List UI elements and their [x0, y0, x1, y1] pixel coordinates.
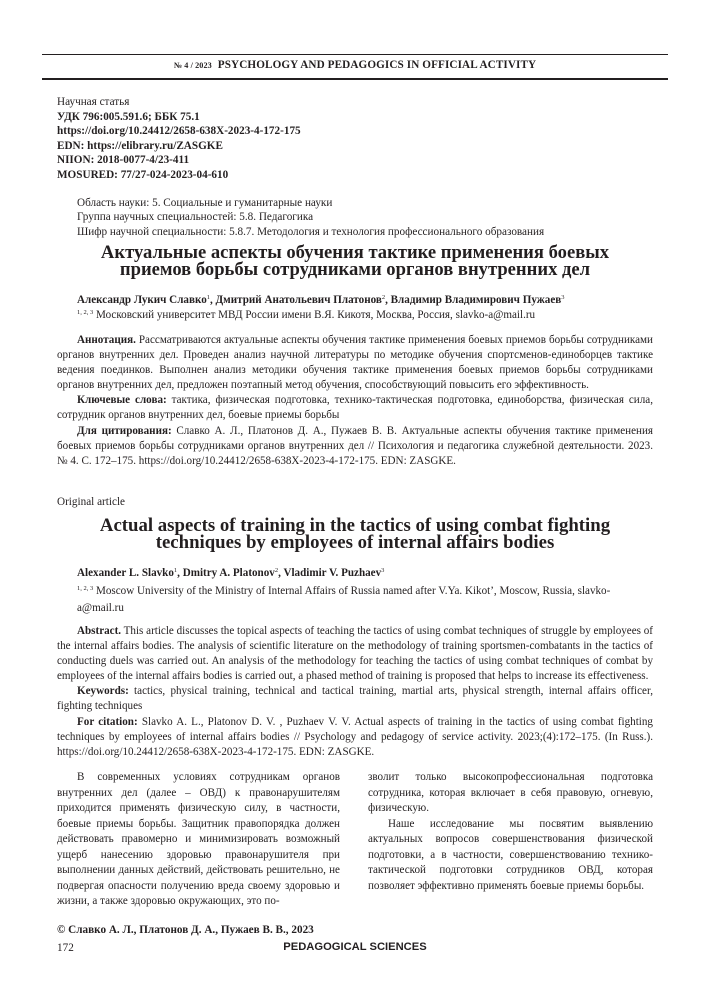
- author-sup: 2: [381, 294, 386, 301]
- authors-ru: [77, 294, 564, 306]
- keywords-en-label: Keywords:: [77, 685, 129, 698]
- author-sup: 1: [173, 567, 178, 574]
- doi-link[interactable]: https://doi.org/10.24412/2658-638X-2023-4-172-175: [57, 125, 301, 138]
- copyright-notice: © Славко А. Л., Платонов Д. А., Пужаев В. В., 2023: [57, 924, 314, 936]
- keywords-ru-label: Ключевые слова:: [77, 394, 167, 407]
- article-type-en: Original article: [57, 496, 126, 508]
- citation-ru: [57, 424, 653, 469]
- body-paragraph-1: В современных условиях сотрудникам органов внутренних дел (далее – ОВД) к правонарушителям приходится применять физическую силу, в частности, боевые приемы борьбы. Защитник правопорядка должен действовать правомерно и минимизировать возможный ущерб нанесению здоровью правонарушителя при выполнении данных действий, действовать решительно, не подвергая опасности получению вреда своему здоровью и жизни, а также здоровью окружающих, это по-: [57, 771, 340, 908]
- running-header-text: [42, 59, 668, 71]
- title-en-line-2: techniques by employees of internal affairs bodies: [155, 531, 555, 553]
- author-sep: ,: [177, 567, 183, 579]
- author-name: Александр Лукич Славко: [77, 294, 207, 306]
- author-name: Vladimir V. Puzhaev: [283, 567, 382, 579]
- science-classification: [77, 196, 544, 239]
- author-ru-2: [216, 294, 391, 306]
- article-title-ru: [60, 242, 650, 280]
- niion-code: NIION: 2018-0077-4/23-411: [57, 154, 190, 167]
- author-sep: ,: [210, 294, 216, 306]
- science-field: Область науки: 5. Социальные и гуманитарные науки: [77, 197, 333, 209]
- citation-ru-text: Славко А. Л., Платонов Д. А., Пужаев В. В. Актуальные аспекты обучения тактике применения боевых приемов борьбы сотрудниками органов внутренних дел // Психология и педагогика служебной деятельности. 2023. № 4. С. 172–175. https://doi.org/10.24412/2658-638X-2023-4-172-175. EDN: ZASGKE.: [57, 424, 653, 467]
- affiliation-sup: 1, 2, 3: [77, 585, 94, 592]
- udk-bbk: УДК 796:005.591.6; ББК 75.1: [57, 110, 200, 123]
- citation-en-text: Slavko A. L., Platonov D. V. , Puzhaev V. V. Actual aspects of training in the tactics of using combat fighting techniques by employees of internal affairs bodies // Psychology and pedagogy of service activity. 2023;(4):172–175. (In Russ.). https://doi.org/10.24412/2658-638X-2023-4-172-175. EDN: ZASGKE.: [57, 715, 653, 758]
- author-name: Dmitry A. Platonov: [182, 567, 275, 579]
- keywords-en: [57, 684, 653, 714]
- mosured-code: MOSURED: 77/27-024-2023-04-610: [57, 168, 229, 181]
- science-group: Группа научных специальностей: 5.8. Педагогика: [77, 211, 314, 224]
- body-column-left: [57, 770, 340, 910]
- abstract-ru: [57, 333, 653, 393]
- abstract-en-text: This article discusses the topical aspects of teaching the tactics of using combat techniques of struggle by employees of the internal affairs bodies. The analysis of scientific literature on the methodology of training sportsmen-combatants in the tactics of conducting duels was carried out. An analysis of the methodology for teaching the tactics of using combat techniques of combat by employees of the internal affairs bodies is carried out, a phased method of training is proposed that helps to increase its effectiveness.: [57, 625, 653, 683]
- author-ru-3: [391, 294, 565, 306]
- abstract-ru-text: Рассматриваются актуальные аспекты обучения тактике применения боевых приемов борьбы сотрудниками органов внутренних дел. Проведен анализ научной литературы по методике обучения спортсменов-единоборцев тактике ведения поединков. Выполнен анализ методики обучения тактике применения боевых приемов борьбы сотрудниками органов внутренних дел, предложен поэтапный метод обучения, способствующий повысить его эффективность.: [57, 334, 653, 392]
- body-paragraph-1-continued: зволит только высокопрофессиональная подготовка сотрудника, которая включает в себя правовую, огневую, физическую.: [368, 771, 653, 815]
- affiliation-en: [77, 580, 637, 617]
- author-name: Дмитрий Анатольевич Платонов: [215, 294, 382, 306]
- abstract-en-block: [57, 624, 653, 760]
- affiliation-text: Moscow University of the Ministry of Internal Affairs of Russia named after V.Ya. Kikot’, Moscow, Russia, slavko-a@mail.ru: [77, 585, 611, 614]
- running-header: [42, 54, 668, 79]
- title-ru-line-1: Актуальные аспекты обучения тактике применения боевых: [100, 242, 610, 263]
- author-sup: 3: [381, 567, 385, 574]
- affiliation-sup: 1, 2, 3: [77, 309, 94, 316]
- author-name: Владимир Владимирович Пужаев: [390, 294, 562, 306]
- author-ru-1: [77, 294, 216, 306]
- affiliation-ru: [77, 309, 535, 321]
- author-sup: 1: [206, 294, 210, 301]
- title-en-line-1: Actual aspects of training in the tactics of using combat fighting: [99, 515, 611, 536]
- page-number: 172: [57, 942, 74, 954]
- author-sep: ,: [278, 567, 284, 579]
- citation-ru-label: Для цитирования:: [77, 424, 172, 437]
- article-title-en: [60, 515, 650, 553]
- author-en-2: [183, 567, 284, 579]
- edn-link[interactable]: EDN: https://elibrary.ru/ZASGKE: [57, 139, 223, 152]
- science-code: Шифр научной специальности: 5.8.7. Методология и технология профессионального образования: [77, 225, 545, 238]
- keywords-ru-text: тактика, физическая подготовка, технико-тактическая подготовка, единоборства, физическая сила, сотрудник органов внутренних дел, боевые приемы борьбы: [57, 394, 653, 422]
- issue-number: № 4 / 2023: [173, 61, 212, 70]
- abstract-ru-block: [57, 333, 653, 469]
- header-rule-top: [42, 54, 668, 55]
- affiliation-text: Московский университет МВД России имени В.Я. Кикотя, Москва, Россия, slavko-a@mail.ru: [93, 309, 536, 321]
- body-paragraph-2: Наше исследование мы посвятим выявлению актуальных вопросов совершенствования физической подготовки, а в частности, совершенствованию технико-тактической подготовки сотрудников ОВД, которая позволяет эффективно применять боевые приемы борьбы.: [368, 817, 653, 892]
- abstract-en-label: Abstract.: [77, 625, 122, 637]
- keywords-en-text: tactics, physical training, technical and tactical training, martial arts, physical strength, internal affairs officer, fighting techniques: [57, 685, 653, 713]
- journal-name: PSYCHOLOGY AND PEDAGOGICS IN OFFICIAL ACTIVITY: [217, 59, 537, 71]
- citation-en: [57, 715, 653, 760]
- author-sup: 3: [561, 294, 565, 301]
- section-name: PEDAGOGICAL SCIENCES: [283, 941, 427, 953]
- author-sep: ,: [385, 294, 391, 306]
- title-ru-line-2: приемов борьбы сотрудниками органов внутренних дел: [119, 258, 591, 280]
- header-rule-bottom: [42, 78, 668, 80]
- author-name: Alexander L. Slavko: [77, 567, 174, 579]
- author-sup: 2: [274, 567, 279, 574]
- body-column-right: [368, 770, 653, 894]
- citation-en-label: For citation:: [77, 715, 138, 728]
- abstract-en: [57, 624, 653, 684]
- article-type-ru: Научная статья: [57, 96, 130, 108]
- abstract-ru-label: Аннотация.: [77, 334, 136, 346]
- keywords-ru: [57, 393, 653, 423]
- author-en-1: [77, 567, 183, 579]
- article-metadata: [57, 95, 301, 183]
- author-en-3: [283, 567, 384, 579]
- authors-en: [77, 567, 384, 579]
